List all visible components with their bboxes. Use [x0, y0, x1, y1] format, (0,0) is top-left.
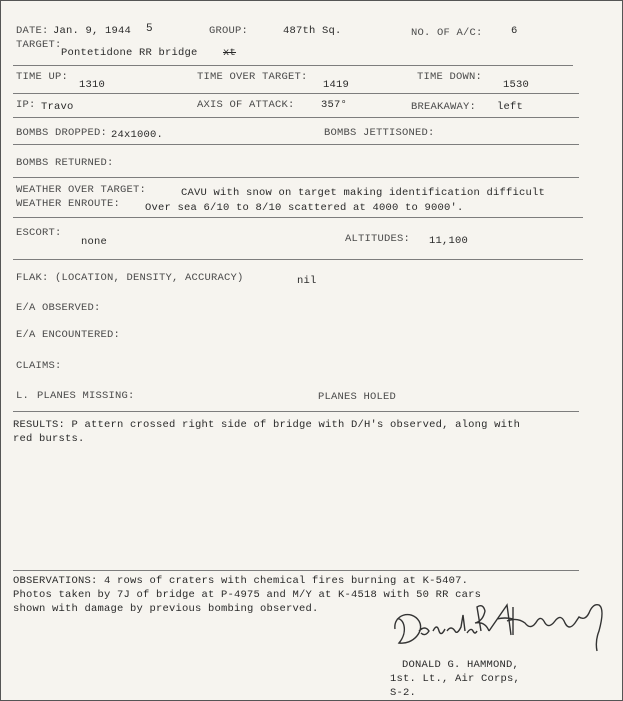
bombs-dropped-value: 24x1000. — [111, 129, 164, 141]
aircraft-count-value: 6 — [511, 25, 518, 37]
observations-line-3: shown with damage by previous bombing observed. — [13, 603, 319, 615]
time-down-value: 1530 — [503, 79, 530, 91]
breakaway-value: left — [497, 101, 524, 113]
time-up-label: TIME UP: — [16, 71, 69, 83]
signature-rank: 1st. Lt., Air Corps, — [390, 673, 521, 685]
date-label: DATE: — [16, 25, 49, 37]
escort-label: ESCORT: — [16, 227, 62, 239]
planes-missing-prefix: L. — [16, 390, 30, 402]
escort-value: none — [81, 236, 108, 248]
observations-line-2: Photos taken by 7J of bridge at P-4975 and M/Y at K-4518 with 50 RR cars — [13, 589, 482, 601]
target-label: TARGET: — [16, 39, 62, 51]
axis-of-attack-value: 357° — [321, 99, 348, 111]
time-over-target-value: 1419 — [323, 79, 350, 91]
bombs-returned-label: BOMBS RETURNED: — [16, 157, 114, 169]
weather-over-target-value: CAVU with snow on target making identification difficult — [181, 187, 546, 199]
altitudes-label: ALTITUDES: — [345, 233, 411, 245]
ip-label: IP: — [16, 99, 36, 111]
weather-enroute-label: WEATHER ENROUTE: — [16, 198, 121, 210]
divider — [13, 570, 579, 571]
bombs-jettisoned-label: BOMBS JETTISONED: — [324, 127, 435, 139]
ip-value: Travo — [41, 101, 74, 113]
breakaway-label: BREAKAWAY: — [411, 101, 477, 113]
time-up-value: 1310 — [79, 79, 106, 91]
target-value: Pontetidone RR bridge — [61, 47, 198, 59]
claims-label: CLAIMS: — [16, 360, 62, 372]
time-over-target-label: TIME OVER TARGET: — [197, 71, 308, 83]
weather-enroute-value: Over sea 6/10 to 8/10 scattered at 4000 to 9000'. — [145, 202, 464, 214]
signature-office: S-2. — [390, 687, 417, 699]
weather-over-target-label: WEATHER OVER TARGET: — [16, 184, 147, 196]
group-label: GROUP: — [209, 25, 249, 37]
divider — [13, 65, 573, 66]
divider — [13, 93, 579, 94]
results-line-1: RESULTS: P attern crossed right side of bridge with D/H's observed, along with — [13, 419, 521, 431]
divider — [13, 144, 579, 145]
target-strikeout: xt — [223, 47, 237, 59]
planes-missing-label: PLANES MISSING: — [37, 390, 135, 402]
ea-observed-label: E/A OBSERVED: — [16, 302, 101, 314]
divider — [13, 217, 583, 218]
group-value: 487th Sq. — [283, 25, 342, 37]
divider — [13, 259, 583, 260]
observations-line-1: OBSERVATIONS: 4 rows of craters with chemical fires burning at K-5407. — [13, 575, 469, 587]
time-down-label: TIME DOWN: — [417, 71, 483, 83]
divider — [13, 117, 579, 118]
ea-encountered-label: E/A ENCOUNTERED: — [16, 329, 121, 341]
bombs-dropped-label: BOMBS DROPPED: — [16, 127, 108, 139]
divider — [13, 177, 579, 178]
flak-value: nil — [297, 275, 317, 287]
aircraft-count-label: NO. OF A/C: — [411, 27, 483, 39]
date-value: Jan. 9, 1944 — [53, 25, 132, 37]
flak-label: FLAK: (LOCATION, DENSITY, ACCURACY) — [16, 272, 244, 284]
results-line-2: red bursts. — [13, 433, 85, 445]
axis-of-attack-label: AXIS OF ATTACK: — [197, 99, 295, 111]
date-overtype: 5 — [146, 23, 153, 35]
altitudes-value: 11,100 — [429, 235, 469, 247]
divider — [13, 411, 579, 412]
planes-holed-label: PLANES HOLED — [318, 391, 397, 403]
signature-name: DONALD G. HAMMOND, — [402, 659, 520, 671]
